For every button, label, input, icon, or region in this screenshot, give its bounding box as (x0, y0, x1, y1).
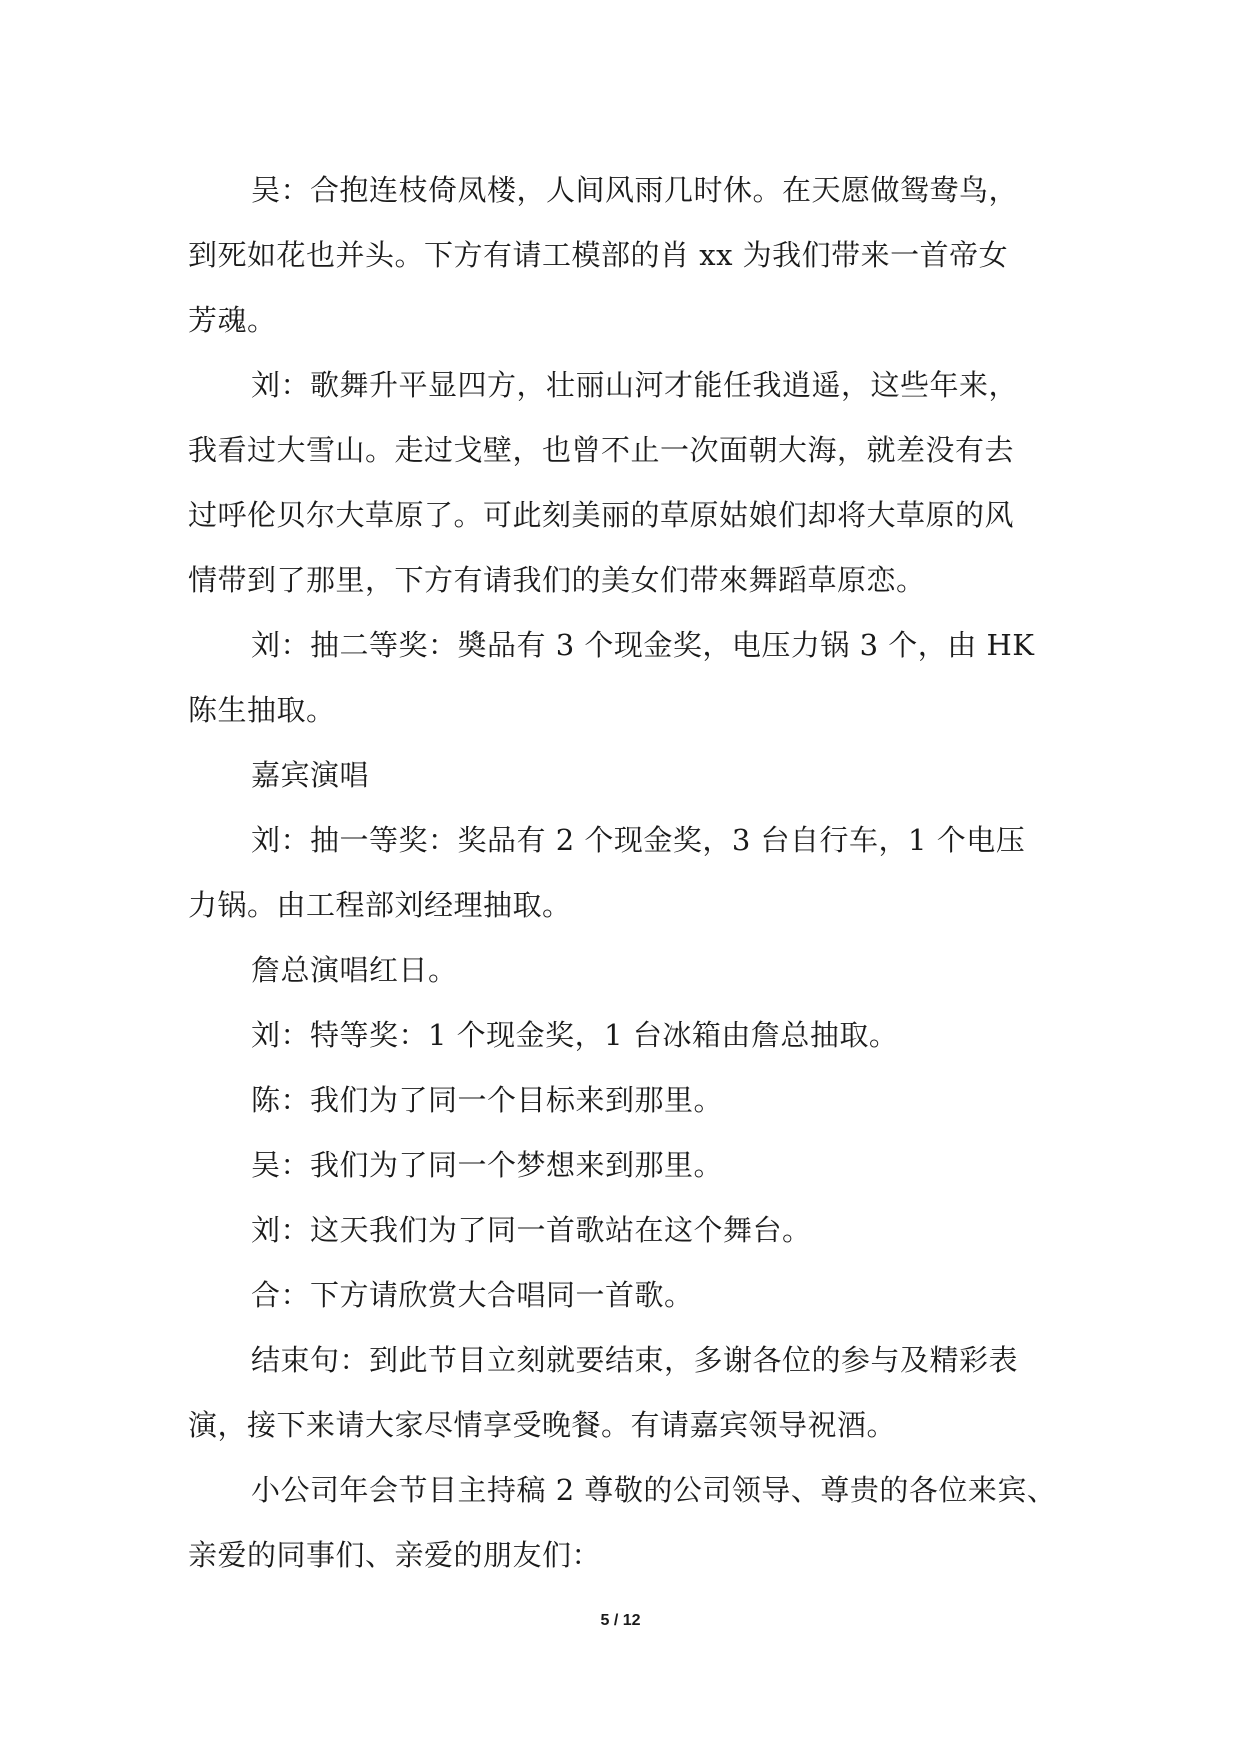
page-number: 5 / 12 (600, 1612, 641, 1629)
text-line: 刘：抽二等奖：奬品有 3 个现金奖，电压力锅 3 个，由 HK (251, 628, 1035, 662)
text-line: 过呼伦贝尔大草原了。可此刻美丽的草原姑娘们却将大草原的风 (188, 498, 1015, 532)
text-line: 刘：这天我们为了同一首歌站在这个舞台。 (251, 1213, 812, 1247)
document-body (188, 158, 1068, 1588)
text-line: 刘：抽一等奖：奖品有 2 个现金奖，3 台自行车，1 个电压 (251, 823, 1026, 857)
text-line: 刘：特等奖：1 个现金奖，1 台冰箱由詹总抽取。 (251, 1018, 899, 1052)
text-line: 吴：我们为了同一个梦想来到那里。 (251, 1148, 724, 1182)
text-line: 到死如花也并头。下方有请工模部的肖 xx 为我们带来一首帝女 (188, 238, 1009, 272)
text-line: 陈：我们为了同一个目标来到那里。 (251, 1083, 724, 1117)
text-line: 合：下方请欣赏大合唱同一首歌。 (251, 1278, 694, 1312)
text-line: 亲爱的同事们、亲爱的朋友们： (188, 1538, 602, 1572)
text-line: 嘉宾演唱 (251, 758, 370, 792)
text-line: 吴：合抱连枝倚凤楼，人间风雨几时休。在天愿做鸳鸯鸟， (251, 173, 1019, 207)
text-line: 情带到了那里，下方有请我们的美女们带來舞蹈草原恋。 (188, 563, 926, 597)
text-line: 芳魂。 (188, 303, 277, 337)
text-line: 詹总演唱红日。 (251, 953, 458, 987)
text-line: 刘：歌舞升平显四方，壮丽山河才能任我逍遥，这些年来， (251, 368, 1019, 402)
text-line: 小公司年会节目主持稿 2 尊敬的公司领导、尊贵的各位来宾、 (251, 1473, 1057, 1507)
text-line: 我看过大雪山。走过戈壁，也曾不止一次面朝大海，就差没有去 (188, 433, 1015, 467)
text-line: 演，接下来请大家尽情享受晚餐。有请嘉宾领导祝酒。 (188, 1408, 897, 1442)
text-line: 结束句：到此节目立刻就要结束，多谢各位的参与及精彩表 (251, 1343, 1019, 1377)
text-line: 陈生抽取。 (188, 693, 336, 727)
text-line: 力锅。由工程部刘经理抽取。 (188, 888, 572, 922)
